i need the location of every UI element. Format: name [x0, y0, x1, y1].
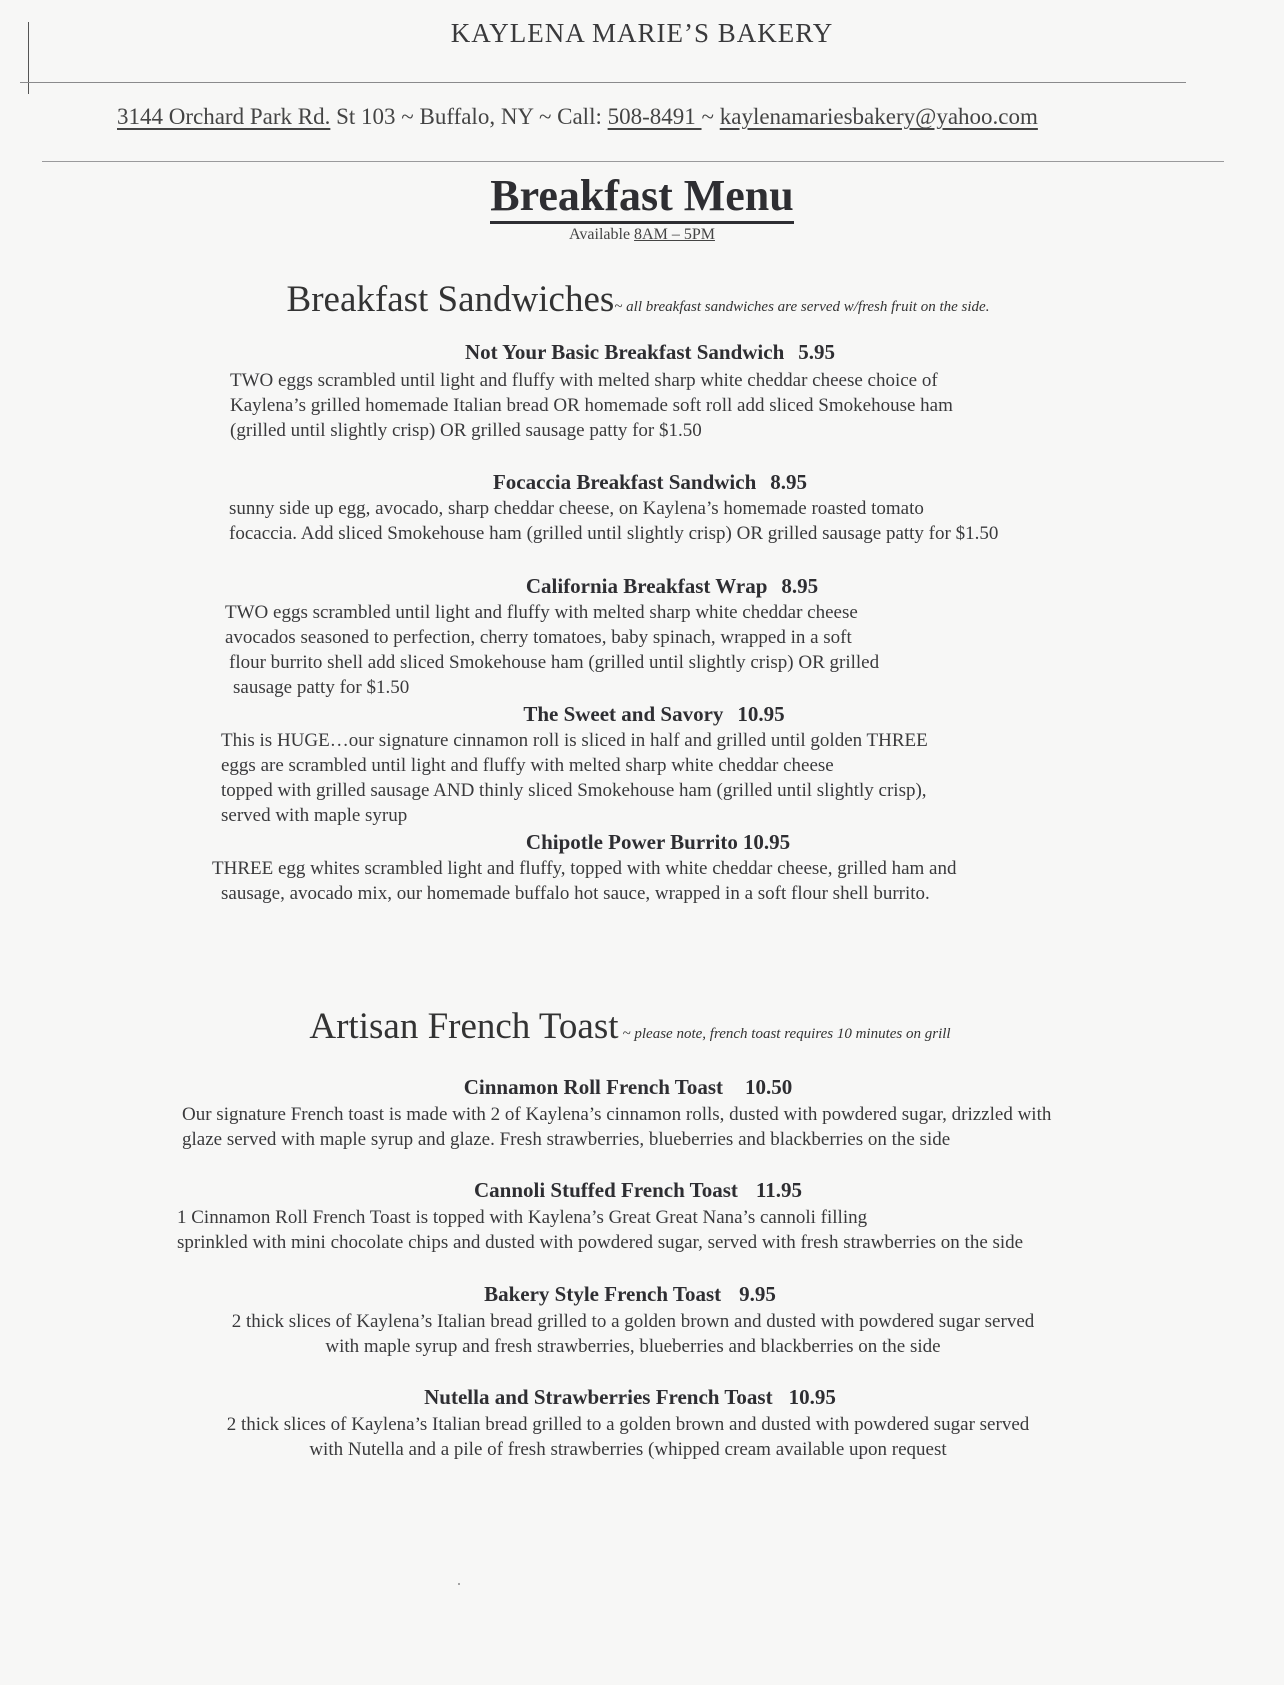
- item-price: 10.95: [788, 1385, 836, 1409]
- address: 3144 Orchard Park Rd.: [117, 104, 331, 129]
- menu-title: Breakfast Menu: [0, 170, 1284, 221]
- item-description: 2 thick slices of Kaylena’s Italian bread grilled to a golden brown and dusted with powdered sugar served with Nutella and a pile of fresh strawberries (whipped cream available upon request: [226, 1414, 1030, 1460]
- item-description: TWO eggs scrambled until light and fluffy with melted sharp white cheddar cheese choice of Kaylena’s grilled homemade Italian bread OR homemade soft roll add sliced Smokehouse ham (grilled until slightly crisp) OR grilled sausage patty for $1.50: [230, 370, 953, 441]
- item-title: Nutella and Strawberries French Toast 10.95: [424, 1385, 836, 1409]
- item-price: 10.95: [737, 702, 785, 726]
- item-description: 2 thick slices of Kaylena’s Italian bread grilled to a golden brown and dusted with powdered sugar served with maple syrup and fresh strawberries, blueberries and blackberries on the side: [231, 1311, 1035, 1357]
- item-price: 11.95: [755, 1178, 802, 1202]
- contact-line: [117, 104, 1187, 130]
- item-description: TWO eggs scrambled until light and fluffy with melted sharp white cheddar cheese avocados seasoned to perfection, cherry tomatoes, baby spinach, wrapped in a soft flour burrito shell add sliced Smokehouse ham (grilled until slightly crisp) OR grilled sausage patty for $1.50: [225, 602, 880, 698]
- available-hours: 8AM – 5PM: [634, 226, 715, 243]
- item-title: Bakery Style French Toast 9.95: [484, 1282, 776, 1306]
- item-price: 5.95: [798, 340, 836, 364]
- item-description: THREE egg whites scrambled light and fluffy, topped with white cheddar cheese, grilled ham and sausage, avocado mix, our homemade buffalo hot sauce, wrapped in a soft flour shell burrito.: [212, 858, 957, 904]
- contact-rule: [42, 161, 1224, 162]
- item-description: This is HUGE…our signature cinnamon roll is sliced in half and grilled until golden THREE eggs are scrambled until light and fluffy with melted sharp white cheddar cheese topped with grilled sausage AND thinly sliced Smokehouse ham (grilled until slightly crisp), served with maple syrup: [221, 730, 928, 826]
- item-title: California Breakfast Wrap 8.95: [525, 574, 819, 598]
- item-title: Chipotle Power Burrito 10.95: [525, 830, 791, 854]
- header-rule: [20, 82, 1186, 83]
- email-link[interactable]: kaylenamariesbakery@yahoo.com: [719, 104, 1038, 129]
- item-title: Not Your Basic Breakfast Sandwich 5.95: [464, 340, 836, 364]
- item-price: 10.50: [745, 1075, 793, 1099]
- item-title: Focaccia Breakfast Sandwich 8.95: [492, 470, 808, 494]
- section-note: ~ all breakfast sandwiches are served w/fresh fruit on the side.: [614, 299, 990, 315]
- section-heading-breakfast-sandwiches: Breakfast Sandwiches~ all breakfast sandwiches are served w/fresh fruit on the side.: [286, 279, 990, 320]
- item-price: 10.95: [742, 830, 791, 854]
- phone-number[interactable]: 508-8491: [607, 104, 702, 129]
- bakery-name: KAYLENA MARIE’S BAKERY: [450, 18, 834, 48]
- availability: Available 8AM – 5PM: [569, 226, 715, 243]
- contact-separator: ~: [701, 104, 720, 129]
- item-description: sunny side up egg, avocado, sharp cheddar cheese, on Kaylena’s homemade roasted tomato focaccia. Add sliced Smokehouse ham (grilled until slightly crisp) OR grilled sausage patty for $1.50: [229, 498, 999, 544]
- suite-city: St 103 ~ Buffalo, NY ~ Call:: [330, 104, 608, 129]
- item-description: Our signature French toast is made with 2 of Kaylena’s cinnamon rolls, dusted with powdered sugar, drizzled with glaze served with maple syrup and glaze. Fresh strawberries, blueberries and blackberries on the side: [182, 1104, 1052, 1150]
- paper-speck: [458, 1583, 460, 1585]
- section-note: ~ please note, french toast requires 10 minutes on grill: [622, 1026, 951, 1042]
- item-title: The Sweet and Savory 10.95: [523, 702, 785, 726]
- section-heading-artisan-french-toast: Artisan French Toast ~ please note, french toast requires 10 minutes on grill: [309, 1006, 951, 1047]
- item-title: Cinnamon Roll French Toast 10.50: [463, 1075, 793, 1099]
- item-price: 9.95: [739, 1282, 776, 1306]
- item-price: 8.95: [770, 470, 808, 494]
- item-description: 1 Cinnamon Roll French Toast is topped with Kaylena’s Great Great Nana’s cannoli filling sprinkled with mini chocolate chips and dusted with powdered sugar, served with fresh strawberries on the side: [177, 1207, 1024, 1253]
- item-price: 8.95: [781, 574, 819, 598]
- item-title: Cannoli Stuffed French Toast 11.95: [473, 1178, 802, 1202]
